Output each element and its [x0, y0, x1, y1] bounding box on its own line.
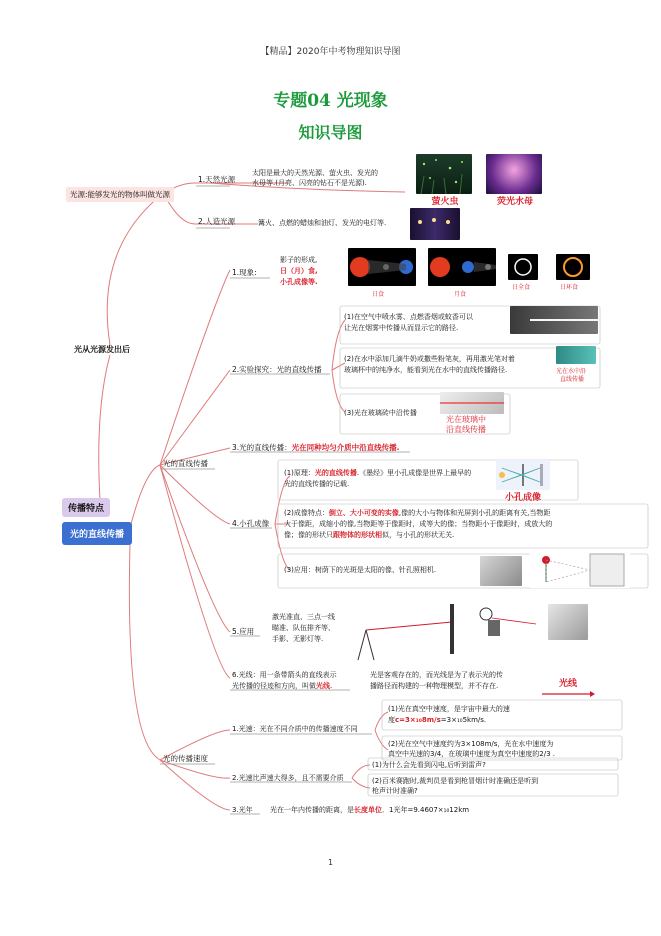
pinhole-principle-key: 光的直线传播: [314, 469, 357, 477]
speed-2-question-2a: (2)百米赛跑时,裁判员是看到枪冒烟计时准确还是听到: [372, 777, 539, 785]
natural-source-label: 1.天然光源: [198, 175, 236, 184]
speed-3-a: 光在一年内传播的距离，是: [270, 806, 354, 814]
speed-1-vacuum-2: [388, 715, 486, 725]
pinhole-label: 4.小孔成像: [232, 519, 270, 528]
ray-caption: 光线: [558, 679, 577, 689]
application-label: 5.应用: [232, 627, 255, 636]
straight-propagation-label: 光的直线传播: [163, 459, 208, 468]
pinhole-feature-prefix: (2)成像特点：: [284, 509, 329, 517]
pinhole-feature-key: 倒立、大小可变的实像: [328, 509, 399, 517]
connector-root-source: [107, 196, 160, 345]
page-subtitle: 知识导图: [298, 123, 363, 142]
ray-label-1: 6.光线：用一条带箭头的直线表示: [232, 671, 337, 679]
candle-lights-image: [410, 208, 460, 240]
page-header: 【精品】2020年中考物理知识导图: [260, 47, 401, 57]
hand-shadow-image: [548, 604, 588, 640]
feature-node: 传播特点: [62, 498, 110, 517]
connector-emit: [99, 355, 110, 500]
page-number: 1: [327, 858, 334, 867]
experiment-label: 2.实验探究：光的直线传播: [232, 365, 322, 374]
page-title: 专题04 光现象: [273, 91, 388, 111]
pinhole-feature-3a: 像；像的形状只: [284, 531, 333, 539]
pinhole-camera-image: [530, 552, 630, 588]
water-laser-image: [556, 346, 596, 364]
firefly-image: [416, 154, 472, 194]
phenomenon-shadow: 影子的形成,: [280, 256, 318, 264]
aiming-image: [478, 600, 538, 640]
natural-source-desc-2: 水母等.(月亮、闪亮的钻石不是光源).: [252, 179, 367, 187]
glass-laser-caption-1: 光在玻璃中: [446, 415, 486, 424]
emit-node: 光从光源发出后: [74, 345, 130, 354]
total-eclipse-caption: 日全食: [512, 284, 531, 291]
annular-eclipse-caption: 日环食: [560, 284, 579, 291]
speed-label: 光的传播速度: [163, 754, 208, 763]
speed-3-b: 长度单位: [354, 806, 382, 814]
ray-label-2b: 光线: [316, 682, 330, 690]
pinhole-feature-2: 大于像距，成缩小的像,当物距等于像距时，成等大的像；当物距小于像距时，成放大的: [284, 520, 553, 528]
artificial-source-desc: 篝火、点燃的蜡烛和油灯、发光的电灯等.: [258, 219, 387, 227]
experiment-3-text: (3)光在玻璃砖中沿传播: [344, 409, 417, 417]
jellyfish-caption: 荧光水母: [496, 197, 533, 207]
lunar-eclipse-caption: 月食: [454, 291, 467, 298]
pinhole-feature-3b: 跟物体的形状相: [333, 531, 382, 539]
straight-law: [232, 442, 400, 453]
straight-root-node: 光的直线传播: [62, 522, 132, 545]
speed-1-media-2: 真空中光速的3/4，在玻璃中速度为真空中速度的2/3 .: [388, 750, 555, 758]
solar-eclipse-caption: 日食: [372, 291, 385, 298]
ray-desc-1: 光是客观存在的，而光线是为了表示光的传: [370, 671, 503, 679]
pinhole-principle-2: 光的直线传播的记载.: [284, 480, 350, 488]
speed-3-label: 3.光年: [232, 806, 253, 814]
water-laser-caption-2: 直线传播: [560, 376, 585, 383]
glass-laser-caption-2: 沿直线传播: [446, 425, 486, 434]
application-3: 手影、无影灯等.: [272, 635, 324, 643]
pinhole-principle-rest: .《墨经》里小孔成像是世界上最早的: [356, 469, 472, 477]
pinhole-application: (3)应用：树荫下的光斑是太阳的像、针孔照相机.: [284, 566, 437, 574]
glass-laser-image: [440, 392, 504, 414]
application-2: 瞄准、队伍排齐等、: [272, 624, 335, 632]
pinhole-principle-prefix: (1)原理：: [284, 469, 315, 477]
pinhole-feature-3c: 似，与小孔的形状无关.: [382, 531, 455, 539]
straight-law-text: 光在同种均匀介质中沿直线传播.: [291, 443, 400, 452]
speed-3-c: ．1光年=9.4607×₁₀12km: [382, 806, 470, 814]
speed-3-definition: [270, 805, 469, 815]
smoke-laser-image: [510, 306, 598, 334]
light-source-definition: 光源:能够发光的物体叫做光源: [66, 187, 174, 202]
speed-2-question-1: (1)为什么会先看到闪电,后听到雷声?: [372, 761, 486, 769]
straight-law-label: 3.光的直线传播：: [232, 443, 292, 452]
ray-label-2: [232, 681, 332, 691]
phenomenon-pinhole: 小孔成像等.: [280, 278, 318, 286]
experiment-2-line1: (2)在水中添加几滴牛奶或撒些粉笔灰，再用激光笔对着: [344, 355, 515, 363]
annular-eclipse-image: [556, 254, 590, 280]
speed-1-vacuum-1: (1)光在真空中速度，是宇宙中最大的速: [388, 705, 510, 713]
pinhole-caption: 小孔成像: [504, 493, 541, 503]
experiment-1-line1: (1)在空气中喷水雾、点燃香烟或蚊香可以: [344, 313, 473, 321]
speed-1-vacuum-2a: 度: [388, 716, 395, 724]
ray-arrow-icon: [540, 690, 596, 698]
pinhole-diagram: [496, 460, 550, 490]
experiment-2-line2: 玻璃杯中的纯净水，能看到光在水中的直线传播路径.: [344, 366, 508, 374]
speed-2-label: 2.光速比声速大得多，且不需要介质: [232, 774, 344, 782]
speed-1-label: 1.光速：光在不同介质中的传播速度不同: [232, 725, 358, 733]
jellyfish-image: [486, 154, 542, 194]
pinhole-feature-rest: ,像的大小与物体和光屏到小孔的距离有关,当物距: [398, 509, 551, 517]
pinhole-principle-1: [284, 468, 471, 478]
application-1: 激光准直、三点一线: [272, 613, 335, 621]
lunar-eclipse-diagram: [428, 248, 496, 286]
firefly-caption: 萤火虫: [431, 197, 459, 207]
laser-alignment-image: [356, 600, 466, 662]
ray-desc-2: 播路径而构建的一种物理模型，并不存在.: [370, 682, 499, 690]
pinhole-feature-3: [284, 530, 454, 540]
phenomenon-eclipse: 日（月）食,: [280, 267, 318, 275]
experiment-1-line2: 让光在烟雾中传播从而显示它的路径.: [344, 324, 459, 332]
natural-source-desc-1: 太阳是最大的天然光源、萤火虫、发光的: [252, 169, 378, 177]
connector-straight: [130, 465, 160, 528]
phenomenon-label: 1.现象:: [232, 268, 257, 277]
ray-label-2c: .: [330, 682, 333, 690]
solar-eclipse-diagram: [348, 248, 416, 286]
artificial-source-label: 2.人造光源: [198, 217, 236, 226]
speed-1-media-1: (2)光在空气中速度约为3×108m/s，光在水中速度为: [388, 740, 554, 748]
ray-label-2a: 光传播的径迹和方向，叫做: [232, 682, 316, 690]
total-eclipse-image: [508, 254, 538, 280]
speed-2-question-2b: 枪声计时准确?: [372, 787, 418, 795]
speed-1-vacuum-2c: =3×₁₀5km/s.: [440, 716, 487, 724]
tree-shadow-image: [480, 556, 522, 586]
pinhole-feature-1: [284, 508, 550, 518]
connector-speed: [129, 545, 160, 760]
speed-1-vacuum-2b: c=3×₁₀8m/s: [395, 716, 441, 724]
water-laser-caption-1: 光在水中沿: [556, 368, 587, 375]
